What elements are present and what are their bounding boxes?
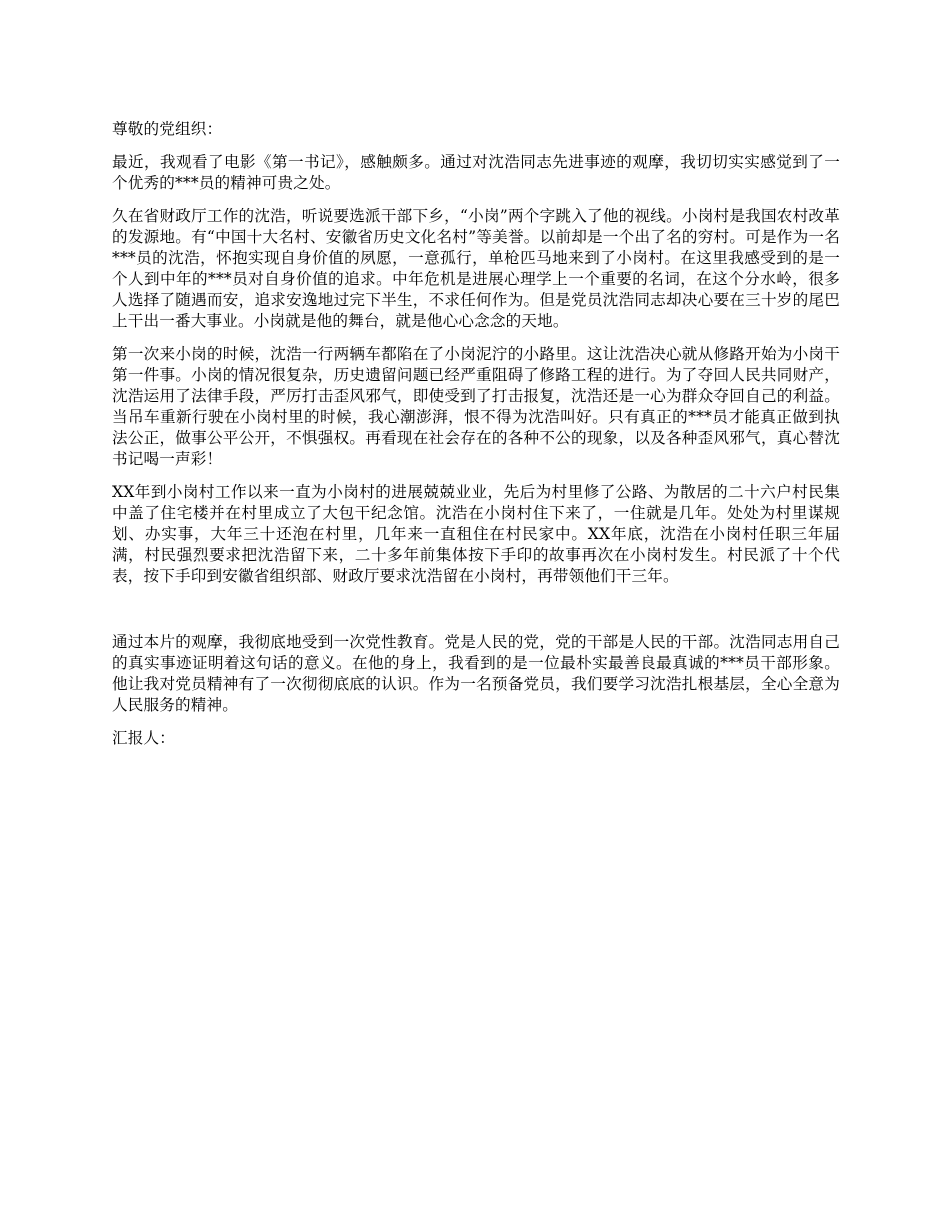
paragraph-achievements: XX年到小岗村工作以来一直为小岗村的进展兢兢业业，先后为村里修了公路、为散居的二十六户村民集中盖了住宅楼并在村里成立了大包干纪念馆。沈浩在小岗村住下来了，一住就是几年。处处为村里谋规划、办实事，大年三十还泡在村里，几年来一直租住在村民家中。XX年底，沈浩在小岗村任职三年届满，村民强烈要求把沈浩留下来，二十多年前集体按下手印的故事再次在小岗村发生。村民派了十个代表，按下手印到安徽省组织部、财政厅要求沈浩留在小岗村，再带领他们干三年。 — [112, 483, 840, 585]
greeting: 尊敬的党组织： — [112, 120, 223, 138]
paragraph-conclusion: 通过本片的观摩，我彻底地受到一次党性教育。党是人民的党，党的干部是人民的干部。沈浩同志用自己的真实事迹证明着这句话的意义。在他的身上，我看到的是一位最朴实最善良最真诚的***员干部形象。他让我对党员精神有了一次彻彻底底的认识。作为一名预备党员，我们要学习沈浩扎根基层，全心全意为人民服务的精神。 — [112, 633, 840, 714]
paragraph-background: 久在省财政厅工作的沈浩，听说要选派干部下乡，“小岗”两个字跳入了他的视线。小岗村是我国农村改革的发源地。有“中国十大名村、安徽省历史文化名村”等美誉。以前却是一个出了名的穷村。可是作为一名***员的沈浩，怀抱实现自身价值的夙愿，一意孤行，单枪匹马地来到了小岗村。在这里我感受到的是一个人到中年的***员对自身价值的追求。中年危机是进展心理学上一个重要的名词，在这个分水岭，很多人选择了随遇而安，追求安逸地过完下半生，不求任何作为。但是党员沈浩同志却决心要在三十岁的尾巴上干出一番大事业。小岗就是他的舞台，就是他心心念念的天地。 — [112, 207, 840, 330]
letter-document — [112, 119, 840, 749]
paragraph-intro: 最近，我观看了电影《第一书记》，感触颇多。通过对沈浩同志先进事迹的观摩，我切切实实感觉到了一个优秀的***员的精神可贵之处。 — [112, 153, 840, 192]
paragraph-road-repair: 第一次来小岗的时候，沈浩一行两辆车都陷在了小岗泥泞的小路里。这让沈浩决心就从修路开始为小岗干第一件事。小岗的情况很复杂，历史遗留问题已经严重阻碍了修路工程的进行。为了夺回人民共同财产，沈浩运用了法律手段，严厉打击歪风邪气，即使受到了打击报复，沈浩还是一心为群众夺回自己的利益。当吊车重新行驶在小岗村里的时候，我心潮澎湃，恨不得为沈浩叫好。只有真正的***员才能真正做到执法公正，做事公平公开，不惧强权。再看现在社会存在的各种不公的现象，以及各种歪风邪气，真心替沈书记喝一声彩！ — [112, 345, 840, 468]
blank-spacer — [112, 599, 840, 632]
signature-label: 汇报人： — [112, 729, 175, 747]
